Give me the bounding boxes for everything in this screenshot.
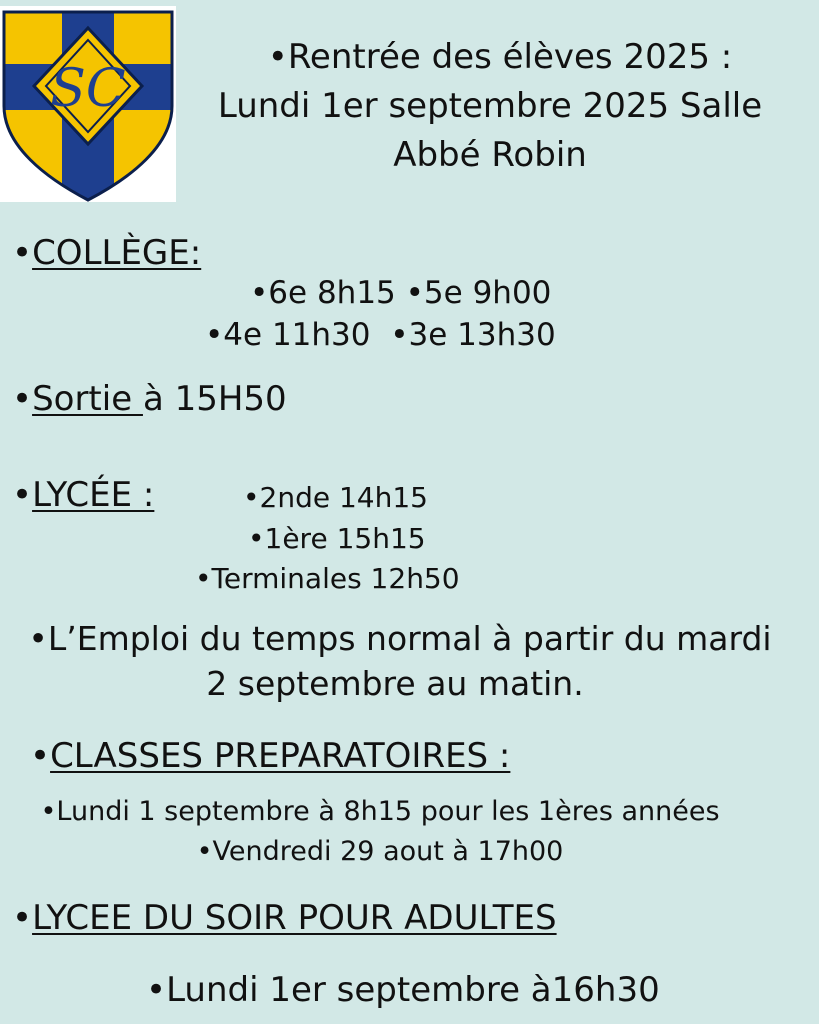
- lycee-item-2nde: • 2nde 14h15: [243, 482, 428, 514]
- adults-line: • Lundi 1er septembre à16h30: [146, 971, 660, 1010]
- school-crest: [0, 6, 176, 202]
- adults-heading: • LYCEE DU SOIR POUR ADULTES: [12, 899, 557, 938]
- schedule-note-line-1: • L’Emploi du temps normal à partir du mardi: [0, 620, 800, 658]
- schedule-note-line-2: 2 septembre au matin.: [206, 664, 584, 703]
- header-line-2: Lundi 1er septembre 2025 Salle: [217, 86, 763, 126]
- prepa-heading: • CLASSES PREPARATOIRES :: [30, 737, 510, 776]
- college-row-1: • 6e 8h15 • 5e 9h00: [250, 276, 551, 312]
- college-heading: • COLLÈGE:: [12, 234, 201, 273]
- lycee-heading: • LYCÉE :: [12, 476, 154, 515]
- svg-text:SC: SC: [50, 59, 126, 119]
- college-exit: • Sortie à 15H50: [12, 380, 287, 419]
- prepa-line-2: • Vendredi 29 aout à 17h00: [0, 836, 760, 867]
- header-line-3: Abbé Robin: [393, 135, 587, 175]
- header-line-1: • Rentrée des élèves 2025 :: [190, 38, 810, 77]
- college-row-2: • 4e 11h30 • 3e 13h30: [205, 318, 556, 354]
- prepa-line-1: • Lundi 1 septembre à 8h15 pour les 1ères années: [0, 796, 760, 827]
- crest-icon: [0, 6, 176, 202]
- lycee-item-1ere: • 1ère 15h15: [248, 523, 426, 555]
- lycee-item-terminales: • Terminales 12h50: [195, 563, 460, 595]
